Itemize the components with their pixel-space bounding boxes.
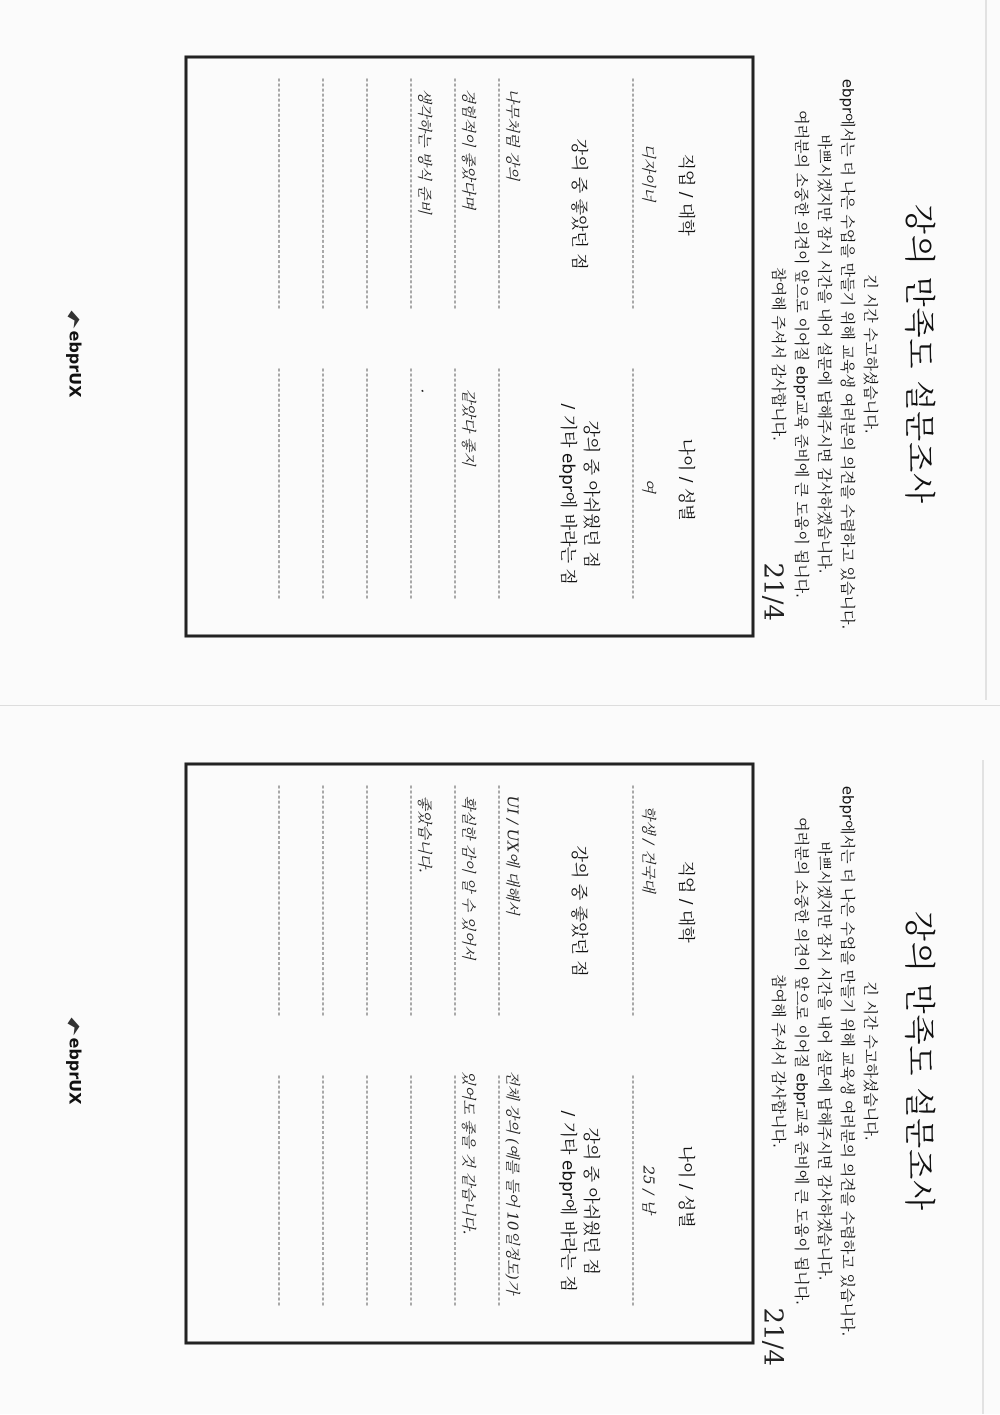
answer-line	[455, 79, 456, 309]
intro-line: ebpr에서는 더 나은 수업을 만들기 위해 교육생 여러분의 의견을 수렴하고 있습니다.	[838, 78, 857, 630]
answer-line	[455, 369, 456, 599]
answer-line	[411, 1076, 412, 1306]
intro-line: 참여해 주셔서 감사합니다.	[769, 267, 788, 441]
bird-icon	[68, 311, 80, 329]
page-number: 21/4	[757, 562, 788, 621]
good-answer-line: 생각하는 방식 준비	[415, 88, 434, 214]
answer-line	[367, 79, 368, 309]
answer-line	[633, 786, 634, 1016]
job-answer: 디자이너	[639, 143, 658, 202]
job-answer: 학생 / 건국대	[639, 805, 658, 893]
answer-line	[499, 1076, 500, 1306]
answer-line	[323, 369, 324, 599]
logo-text: ebprUX	[65, 330, 85, 398]
answer-line	[279, 79, 280, 309]
intro-line: 긴 시간 수고하셨습니다.	[861, 981, 880, 1141]
answer-line	[411, 786, 412, 1016]
answer-line	[323, 79, 324, 309]
age-header: 나이 / 성별	[675, 1145, 696, 1228]
job-header: 직업 / 대학	[675, 153, 696, 236]
intro-line: 긴 시간 수고하셨습니다.	[861, 274, 880, 434]
age-answer: 25 / 남	[639, 1165, 658, 1214]
job-header: 직업 / 대학	[675, 860, 696, 943]
good-points-header: 강의 중 좋았던 점	[568, 845, 589, 977]
good-points-header: 강의 중 좋았던 점	[568, 138, 589, 270]
answer-line	[455, 786, 456, 1016]
bird-icon	[68, 1018, 80, 1036]
logo-text: ebprUX	[65, 1037, 85, 1105]
good-answer-line: UI / UX에 대해서	[503, 795, 522, 915]
survey-answer-box	[185, 763, 755, 1345]
intro-line: 여러분의 소중한 의견이 앞으로 이어질 ebpr교육 준비에 큰 도움이 됩니다.	[792, 110, 811, 598]
survey-form-1	[0, 1, 1000, 708]
ebprux-logo	[66, 1, 85, 708]
answer-line	[633, 1076, 634, 1306]
improvement-answer-line: 전체 강의 (예를 들어 10일정도)가	[503, 1070, 522, 1295]
improvement-answer-line: 있어도 좋을 것 같습니다.	[459, 1070, 478, 1235]
survey-answer-box	[185, 56, 755, 638]
answer-line	[411, 369, 412, 599]
improvement-answer-line: 같았다 좋지	[459, 388, 478, 466]
answer-line	[323, 786, 324, 1016]
answer-line	[633, 369, 634, 599]
answer-line	[367, 369, 368, 599]
answer-line	[323, 1076, 324, 1306]
good-answer-line: 나무처럼 강의	[503, 88, 522, 181]
answer-line	[633, 79, 634, 309]
answer-line	[367, 1076, 368, 1306]
survey-title: 강의 만족도 설문조사	[900, 910, 937, 1212]
intro-line: 여러분의 소중한 의견이 앞으로 이어질 ebpr교육 준비에 큰 도움이 됩니다.	[792, 817, 811, 1305]
ebprux-logo	[66, 708, 85, 1415]
survey-title: 강의 만족도 설문조사	[900, 203, 937, 505]
age-header: 나이 / 성별	[675, 438, 696, 521]
page-number: 21/4	[757, 1307, 788, 1366]
intro-line: ebpr에서는 더 나은 수업을 만들기 위해 교육생 여러분의 의견을 수렴하고 있습니다.	[838, 785, 857, 1337]
answer-line	[499, 369, 500, 599]
answer-line	[279, 369, 280, 599]
answer-line	[279, 786, 280, 1016]
intro-line: 참여해 주셔서 감사합니다.	[769, 974, 788, 1148]
good-answer-line: 경험적이 좋았다며	[459, 88, 478, 210]
answer-line	[367, 786, 368, 1016]
intro-line: 바쁘시겠지만 잠시 시간을 내어 설문에 답해주시면 감사하겠습니다.	[815, 134, 834, 574]
good-answer-line: 좋았습니다.	[415, 795, 434, 873]
answer-line	[279, 1076, 280, 1306]
answer-line	[455, 1076, 456, 1306]
improvement-header: 강의 중 아쉬웠던 점 / 기타 ebpr에 바라는 점	[557, 1110, 601, 1292]
answer-line	[499, 786, 500, 1016]
answer-line	[411, 79, 412, 309]
good-answer-line: 확실한 감이 알 수 있어서	[459, 795, 478, 960]
intro-line: 바쁘시겠지만 잠시 시간을 내어 설문에 답해주시면 감사하겠습니다.	[815, 841, 834, 1281]
age-answer: 여	[639, 478, 658, 493]
improvement-header: 강의 중 아쉬웠던 점 / 기타 ebpr에 바라는 점	[557, 403, 601, 585]
survey-form-2	[0, 708, 1000, 1415]
answer-line	[499, 79, 500, 309]
improvement-answer-line: .	[417, 388, 436, 394]
